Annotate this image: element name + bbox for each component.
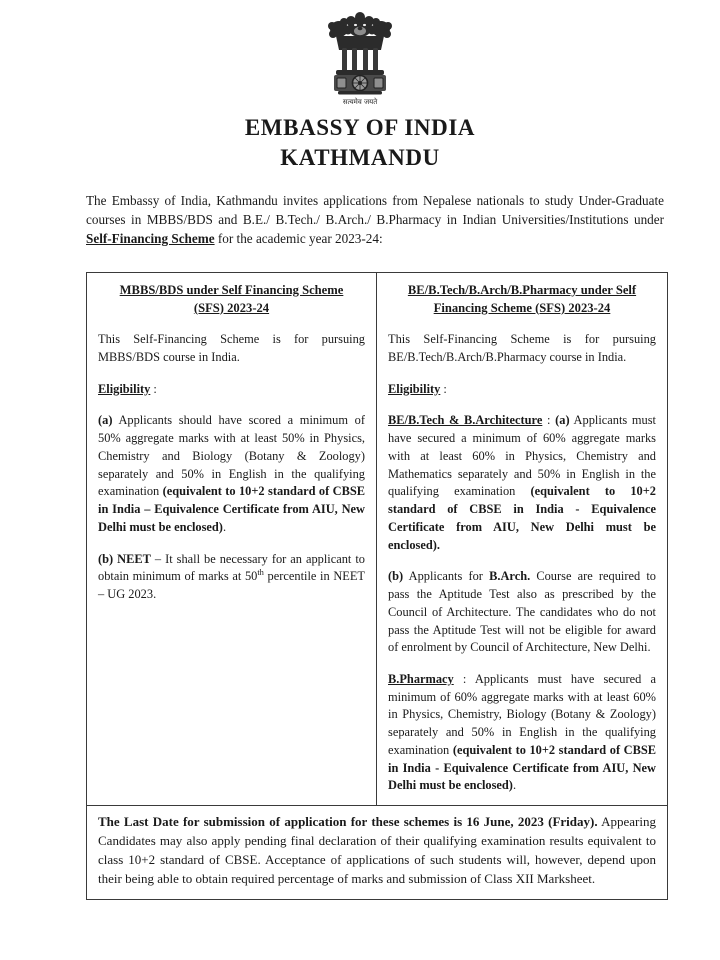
bpharmacy-label: B.Pharmacy [388, 672, 454, 686]
mbbs-eligibility-colon: : [150, 381, 157, 396]
mbbs-item-a [98, 412, 365, 536]
mbbs-item-b-text2: percentile in NEET – UG 2023. [98, 569, 365, 602]
bpharmacy-text-normal: Applicants must have secured a minimum of 60% aggregate marks with at least 60% in Physics, Chemistry, Biology (Botany & Zoology) separately and 50% in English in the qualifying examination [388, 672, 656, 757]
column-engineering-pharmacy [377, 273, 667, 805]
column-header-mbbs-line2: (SFS) 2023-24 [193, 300, 270, 315]
intro-scheme-emphasis: Self-Financing Scheme [86, 231, 215, 247]
mbbs-eligibility-label: Eligibility [98, 381, 151, 396]
mbbs-item-a-tail: . [222, 519, 227, 534]
column-header-mbbs-bds [98, 282, 365, 317]
title-line-city: KATHMANDU [280, 144, 440, 170]
mbbs-item-b-ordinal-suffix: th [257, 567, 264, 578]
intro-paragraph [86, 191, 664, 249]
mbbs-item-b [98, 551, 365, 604]
title-line-embassy: EMBASSY OF INDIA [244, 115, 476, 140]
barch-text1: Applicants for [403, 569, 490, 584]
page-title [0, 114, 720, 173]
mbbs-item-a-marker: (a) [98, 413, 113, 428]
btech-text-bold: (equivalent to 10+2 standard of CBSE in India - Equivalence Certificate from AIU, New Delhi must be enclosed). [388, 484, 656, 552]
table-row [87, 273, 667, 805]
eng-eligibility-heading [388, 381, 656, 399]
mbbs-eligibility-heading [98, 381, 365, 399]
last-date-notice: The Last Date for submission of application for these schemes is 16 June, 2023 (Friday). [98, 814, 598, 830]
mbbs-item-b-marker: (b) [98, 551, 114, 566]
table-footer-row [87, 805, 667, 898]
mbbs-item-a-bold: (equivalent to 10+2 standard of CBSE in India – Equivalence Certificate from AIU, New Delhi must be enclosed) [98, 484, 366, 534]
intro-text-part1: The Embassy of India, Kathmandu invites applications from Nepalese nationals to study Under-Graduate courses in MBBS/BDS and B.E./ B.Tech./ B.Arch./ B.Pharmacy in Indian Universities/Institutions under [86, 192, 664, 227]
btech-paragraph [388, 412, 656, 554]
barch-item-marker: (b) [388, 569, 404, 584]
mbbs-item-b-neet-label: NEET [113, 551, 151, 566]
emblem-motto-text: सत्यमेव जयते [342, 98, 378, 106]
column-header-mbbs-line1: MBBS/BDS under Self Financing Scheme [119, 283, 344, 297]
bpharmacy-tail: . [512, 778, 517, 793]
column-header-eng-line2: Financing Scheme (SFS) 2023-24 [433, 300, 611, 315]
india-national-emblem-icon [324, 12, 396, 108]
column-header-eng-line1: BE/B.Tech/B.Arch/B.Pharmacy under Self [407, 283, 637, 297]
btech-text-normal: Applicants must have secured a minimum of 60% aggregate marks with at least 60% in Physics, Chemistry and Mathematics separately and 50% in English in the qualifying examination [388, 413, 656, 499]
barch-paragraph [388, 568, 656, 657]
barch-course-label: B.Arch. [489, 569, 531, 584]
schemes-table [86, 272, 668, 900]
mbbs-item-b-text1: – It shall be necessary for an applicant to obtain minimum of marks at 50 [98, 551, 365, 584]
barch-text2: Course are required to pass the Aptitude Test also as prescribed by the Council of Architecture. The candidates who do not pass the Aptitude Test will not be eligible for award of enrolment by Council of Architecture, New Delhi. [388, 569, 656, 655]
footer-body-text: Appearing Candidates may also apply pending final declaration of their qualifying examination results equivalent to class 10+2 standard of CBSE. Acceptance of applications of such students will, however, depend upon their being able to obtain required percentage of marks and submission of Class XII Marksheet. [98, 814, 656, 886]
mbbs-item-a-normal: Applicants should have scored a minimum of 50% aggregate marks with at least 50% in Physics, Chemistry and Biology (Botany & Zoology) separately and 50% in English in the qualifying examination [98, 413, 365, 499]
bpharmacy-colon: : [453, 672, 475, 686]
btech-label: BE/B.Tech & B.Architecture [388, 413, 543, 428]
mbbs-intro-paragraph: This Self-Financing Scheme is for pursuing MBBS/BDS course in India. [98, 332, 365, 364]
emblem-container [0, 0, 720, 108]
eng-intro-paragraph: This Self-Financing Scheme is for pursuing BE/B.Tech/B.Arch/B.Pharmacy course in India. [388, 332, 656, 364]
btech-colon: : [542, 413, 556, 428]
eng-eligibility-label: Eligibility [388, 381, 441, 396]
column-header-engineering [388, 282, 656, 317]
bpharmacy-paragraph [388, 671, 656, 795]
btech-item-marker: (a) [555, 413, 570, 428]
eng-eligibility-colon: : [440, 381, 447, 396]
intro-text-part2: for the academic year 2023-24: [214, 231, 383, 247]
column-mbbs-bds [87, 273, 377, 805]
bpharmacy-text-bold: (equivalent to 10+2 standard of CBSE in India - Equivalence Certificate from AIU, New Delhi must be enclosed) [388, 742, 657, 793]
